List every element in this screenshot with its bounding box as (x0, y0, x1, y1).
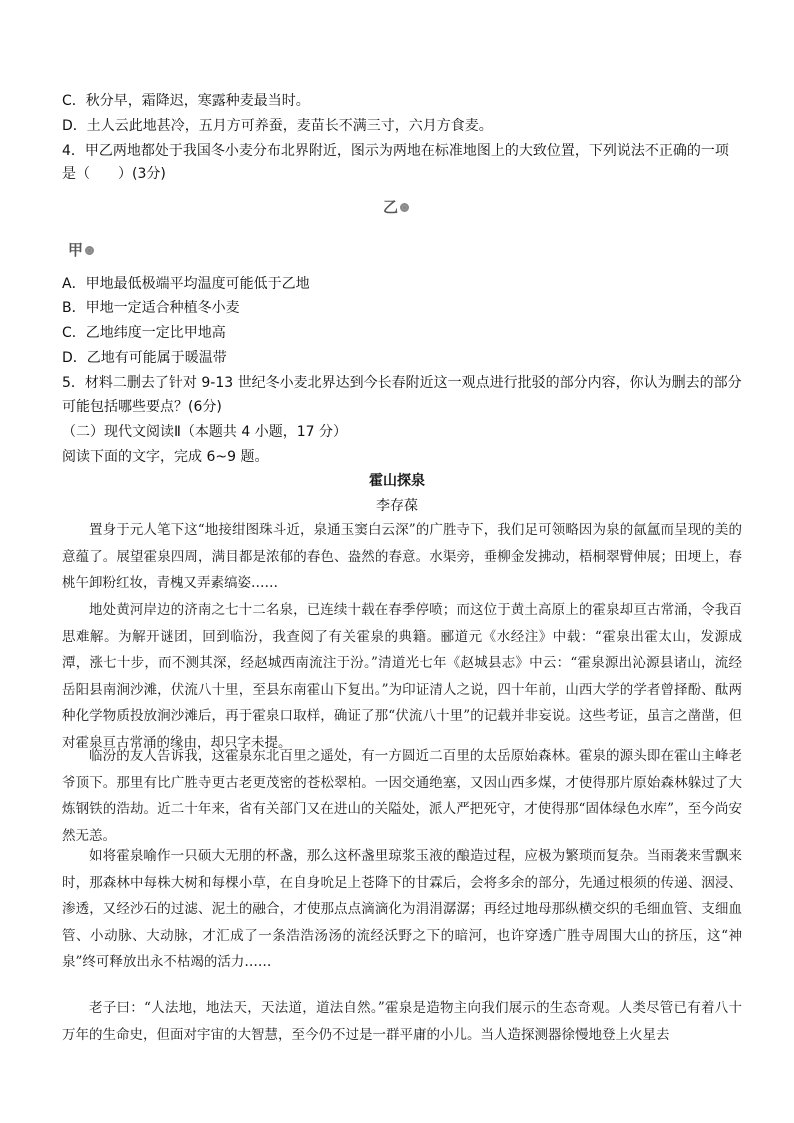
article-paragraph-3: 临汾的友人告诉我，这霍泉东北百里之遥处，有一方圆近二百里的太岳原始森林。霍泉的源头即在霍山主峰老爷顶下。那里有比广胜寺更古老更茂密的苍松翠柏。一因交通绝塞，又因山西多煤，才使得那片原始森林躲过了大炼钢铁的浩劫。近二十年来，省有关部门又在进山的关隘处，派人严把死守，才使得那“固体绿色水库”，至今尚安然无恙。 (62, 748, 742, 844)
map-point-yi-marker-icon (400, 203, 409, 212)
map-point-yi (383, 197, 409, 217)
map-point-jia (68, 240, 94, 260)
section-heading: （二）现代文阅读Ⅱ（本题共 4 小题，17 分） (62, 424, 347, 440)
map-point-jia-marker-icon (85, 246, 94, 255)
q4-stem-line2: 是（ ）(3分) (62, 166, 166, 182)
q4-option-d: D．乙地有可能属于暖温带 (62, 350, 227, 366)
article-paragraph-4: 如将霍泉喻作一只硕大无朋的杯盏，那么这杯盏里琼浆玉液的酿造过程，应极为繁琐而复杂。当雨袭来雪飘来时，那森林中每株大树和每棵小草，在自身吮足上苍降下的甘霖后，会将多余的部分，先通过根须的传递、洇浸、渗透，又经沙石的过滤、泥土的融合，才使那点点滴滴化为涓涓潺潺；再经过地母那纵横交织的毛细血管、支细血管、小动脉、大动脉，才汇成了一条浩浩汤汤的流经沃野之下的暗河，也许穿透广胜寺周围大山的挤压，这“神泉”终可释放出永不枯竭的活力…… (62, 848, 742, 970)
article-paragraph-5: 老子曰：“人法地，地法天，天法道，道法自然。”霍泉是造物主向我们展示的生态奇观。人类尽管已有着八十万年的生命史，但面对宇宙的大智慧，至今仍不过是一群平庸的小儿。当人造探测器徐慢地登上火星去 (62, 1000, 742, 1043)
reading-instruction: 阅读下面的文字，完成 6~9 题。 (62, 449, 269, 465)
article-paragraph-1: 置身于元人笔下这“地接绀图珠斗近，泉通玉窦白云深”的广胜寺下，我们足可领略因为泉的氤氲而呈现的美的意蕴了。展望霍泉四周，满目都是浓郁的春色、盎然的春意。水渠旁，垂柳金发拂动，梧桐翠臂伸展；田埂上，春桃午卸粉红妆，青槐又弄素缟姿…… (62, 522, 742, 591)
q5-stem-line2: 可能包括哪些要点？(6分) (62, 399, 222, 415)
q4-option-c: C．乙地纬度一定比甲地高 (62, 325, 226, 341)
map-point-yi-label: 乙 (383, 198, 399, 216)
q3-option-d: D．土人云此地甚冷，五月方可养蚕，麦苗长不满三寸，六月方食麦。 (62, 118, 493, 134)
article-title: 霍山探泉 (369, 473, 425, 489)
q4-stem-line1: 4．甲乙两地都处于我国冬小麦分布北界附近，图示为两地在标准地图上的大致位置，下列说法不正确的一项 (62, 143, 729, 159)
q4-option-b: B．甲地一定适合种植冬小麦 (62, 300, 240, 316)
article-paragraph-2: 地处黄河岸边的济南之七十二名泉，已连续十载在春季停喷；而这位于黄土高原上的霍泉却亘古常涌，令我百思难解。为解开谜团，回到临汾，我查阅了有关霍泉的典籍。郦道元《水经注》中载：“霍泉出霍太山，发源成潭，涨七十步，而不测其深，经赵城西南流注于汾。”清道光七年《赵城县志》中云：“霍泉源出沁源县诸山，流经岳阳县南涧沙滩，伏流八十里，至县东南霍山下复出。”为印证清人之说，四十年前，山西大学的学者曾择酚、酞两种化学物质投放涧沙滩后，再于霍泉口取样，确证了那“伏流八十里”的记载并非妄说。这些考证，虽言之凿凿，但对霍泉亘古常涌的缘由，却只字未提。 (62, 602, 742, 751)
q3-option-c: C．秋分早，霜降迟，寒露种麦最当时。 (62, 93, 310, 109)
article-author: 李存葆 (376, 498, 418, 514)
map-point-jia-label: 甲 (68, 241, 84, 259)
q5-stem-line1: 5．材料二删去了针对 9-13 世纪冬小麦北界达到今长春附近这一观点进行批驳的部分内容，你认为删去的部分 (62, 375, 742, 391)
q4-option-a: A．甲地最低极端平均温度可能低于乙地 (62, 276, 310, 292)
